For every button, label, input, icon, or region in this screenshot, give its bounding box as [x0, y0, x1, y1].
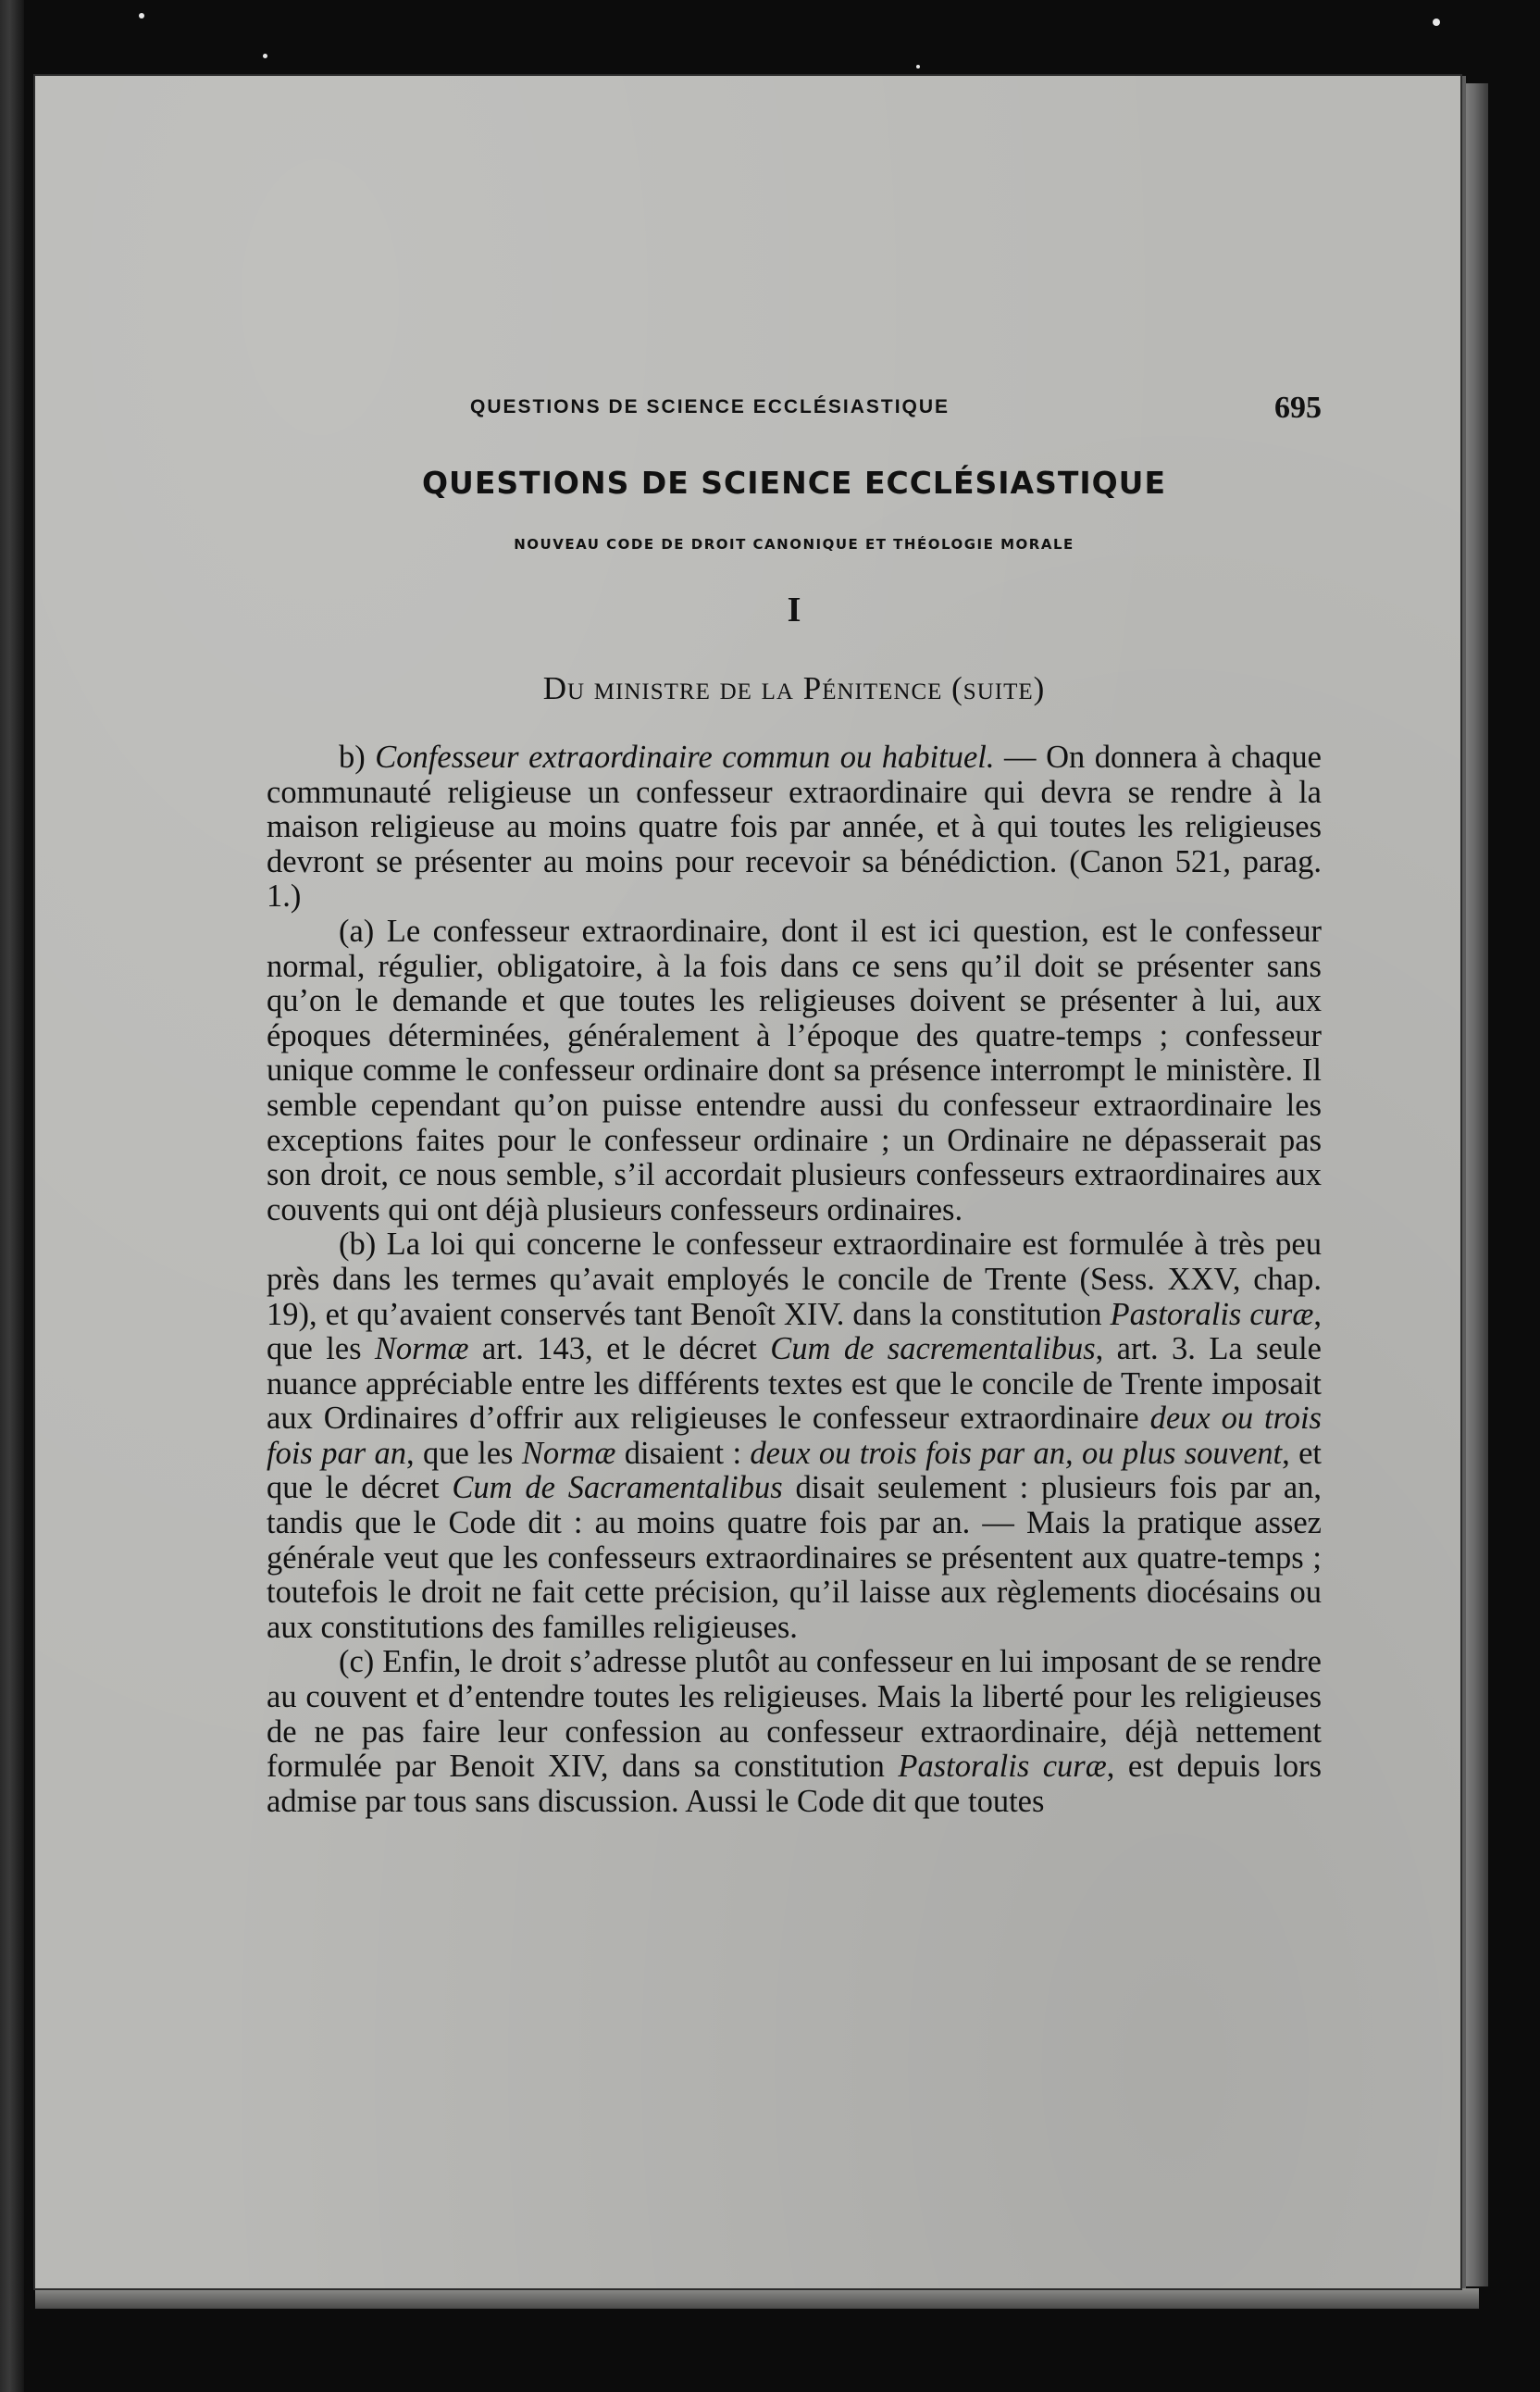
part-number: I: [787, 591, 801, 629]
citation: Cum de Sacramentalibus: [452, 1470, 783, 1506]
dust-speck: [139, 13, 144, 19]
paragraph-a: [267, 915, 1322, 1227]
citation: Normæ: [521, 1435, 616, 1471]
paragraph-text: — On donnera à chaque communauté religieuse un confesseur extraordinaire qui devra se rendre à la maison religieuse au moins quatre fois par année, et à qui toutes les religieuses devront se présenter au moins pour recevoir sa bénédiction. (Canon 521, parag. 1.): [267, 740, 1322, 915]
paragraph-text: , et que le décret: [267, 1435, 1322, 1506]
article-subtitle: NOUVEAU CODE DE DROIT CANONIQUE ET THÉOLOGIE MORALE: [514, 536, 1074, 553]
dust-speck: [1433, 19, 1440, 26]
page-bottom-edge: [35, 2288, 1479, 2309]
book-page: [35, 76, 1460, 2288]
quotation: deux ou trois fois par an, ou plus souvent: [750, 1435, 1283, 1471]
page-number: 695: [1274, 391, 1322, 425]
paragraph-lead: (b): [339, 1227, 387, 1263]
film-edge: [0, 0, 24, 2392]
paragraph-text: , est depuis lors admise par tous sans discussion. Aussi le Code dit que toutes: [267, 1749, 1322, 1819]
paragraph-heading: Confesseur extraordinaire commun ou habituel.: [375, 740, 995, 775]
dust-speck: [916, 65, 920, 69]
dust-speck: [263, 54, 267, 58]
paragraph-text: art. 143, et le décret: [468, 1331, 771, 1367]
body-text: [267, 741, 1322, 1819]
paragraph-lead: (a): [339, 913, 387, 949]
paragraph-b: [267, 741, 1322, 915]
quotation: deux ou trois fois par an: [267, 1401, 1322, 1471]
citation: Pastoralis curæ: [1110, 1296, 1314, 1332]
paragraph-text: disaient :: [615, 1435, 751, 1471]
paragraph-text: La loi qui concerne le confesseur extraordinaire est formulée à très peu près dans les termes qu’avait employés le concile de Trente (Sess. XXV, chap. 19), et qu’avaient conservés tant Benoît XIV. dans la constitution: [267, 1227, 1322, 1332]
paragraph-text: disait seulement : plusieurs fois par an, tandis que le Code dit : au moins quatre fois par an. — Mais la pratique assez générale veut que les confesseurs extraordinaires se présentent aux quatre-temps ; toutefois le droit ne fait cette précision, qu’il laisse aux règlements diocésains ou aux constitutions des familles religieuses.: [267, 1470, 1323, 1645]
paragraph-lead: (c): [339, 1644, 383, 1680]
paragraph-text: Le confesseur extraordinaire, dont il est ici question, est le confesseur normal, régulier, obligatoire, à la fois dans ce sens qu’il doit se présenter sans qu’on le demande et que toutes les religieuses doivent se présenter à lui, aux époques déterminées, généralement à l’époque des quatre-temps ; confesseur unique comme le confesseur ordinaire dont sa présence interrompt le ministère. Il semble cependant qu’on puisse entendre aussi du confesseur extraordinaire les exceptions faites pour le confesseur ordinaire ; un Ordinaire ne dépasserait pas son droit, ce nous semble, s’il accordait plusieurs confesseurs extraordinaires aux couvents qui ont déjà plusieurs confesseurs ordinaires.: [267, 913, 1322, 1227]
paragraph-text: , que les: [267, 1296, 1322, 1367]
citation: Normæ: [374, 1331, 469, 1367]
section-title: Du ministre de la Pénitence (suite): [542, 670, 1046, 706]
paragraph-text: , art. 3. La seule nuance appréciable entre les différents textes est que le concile de Trente imposait aux Ordinaires d’offrir aux religieuses le confesseur extraordinaire: [267, 1331, 1322, 1437]
article-title: QUESTIONS DE SCIENCE ECCLÉSIASTIQUE: [421, 465, 1167, 501]
page-right-edge: [1460, 83, 1488, 2286]
paragraph-text: Enfin, le droit s’adresse plutôt au confesseur en lui imposant de se rendre au couvent et d’entendre toutes les religieuses. Mais la liberté pour les religieuses de ne pas faire leur confession au confesseur extraordinaire, déjà nettement formulée par Benoit XIV, dans sa constitution: [267, 1644, 1322, 1785]
citation: Pastoralis curæ: [898, 1749, 1107, 1785]
citation: Cum de sacrementalibus: [770, 1331, 1096, 1367]
running-title: QUESTIONS DE SCIENCE ECCLÉSIASTIQUE: [470, 396, 950, 417]
paragraph-text: , que les: [405, 1435, 522, 1471]
paragraph-c: [267, 1645, 1322, 1819]
paragraph-b2: [267, 1227, 1322, 1645]
paragraph-lead: b): [339, 740, 376, 775]
running-head: [267, 391, 1322, 433]
